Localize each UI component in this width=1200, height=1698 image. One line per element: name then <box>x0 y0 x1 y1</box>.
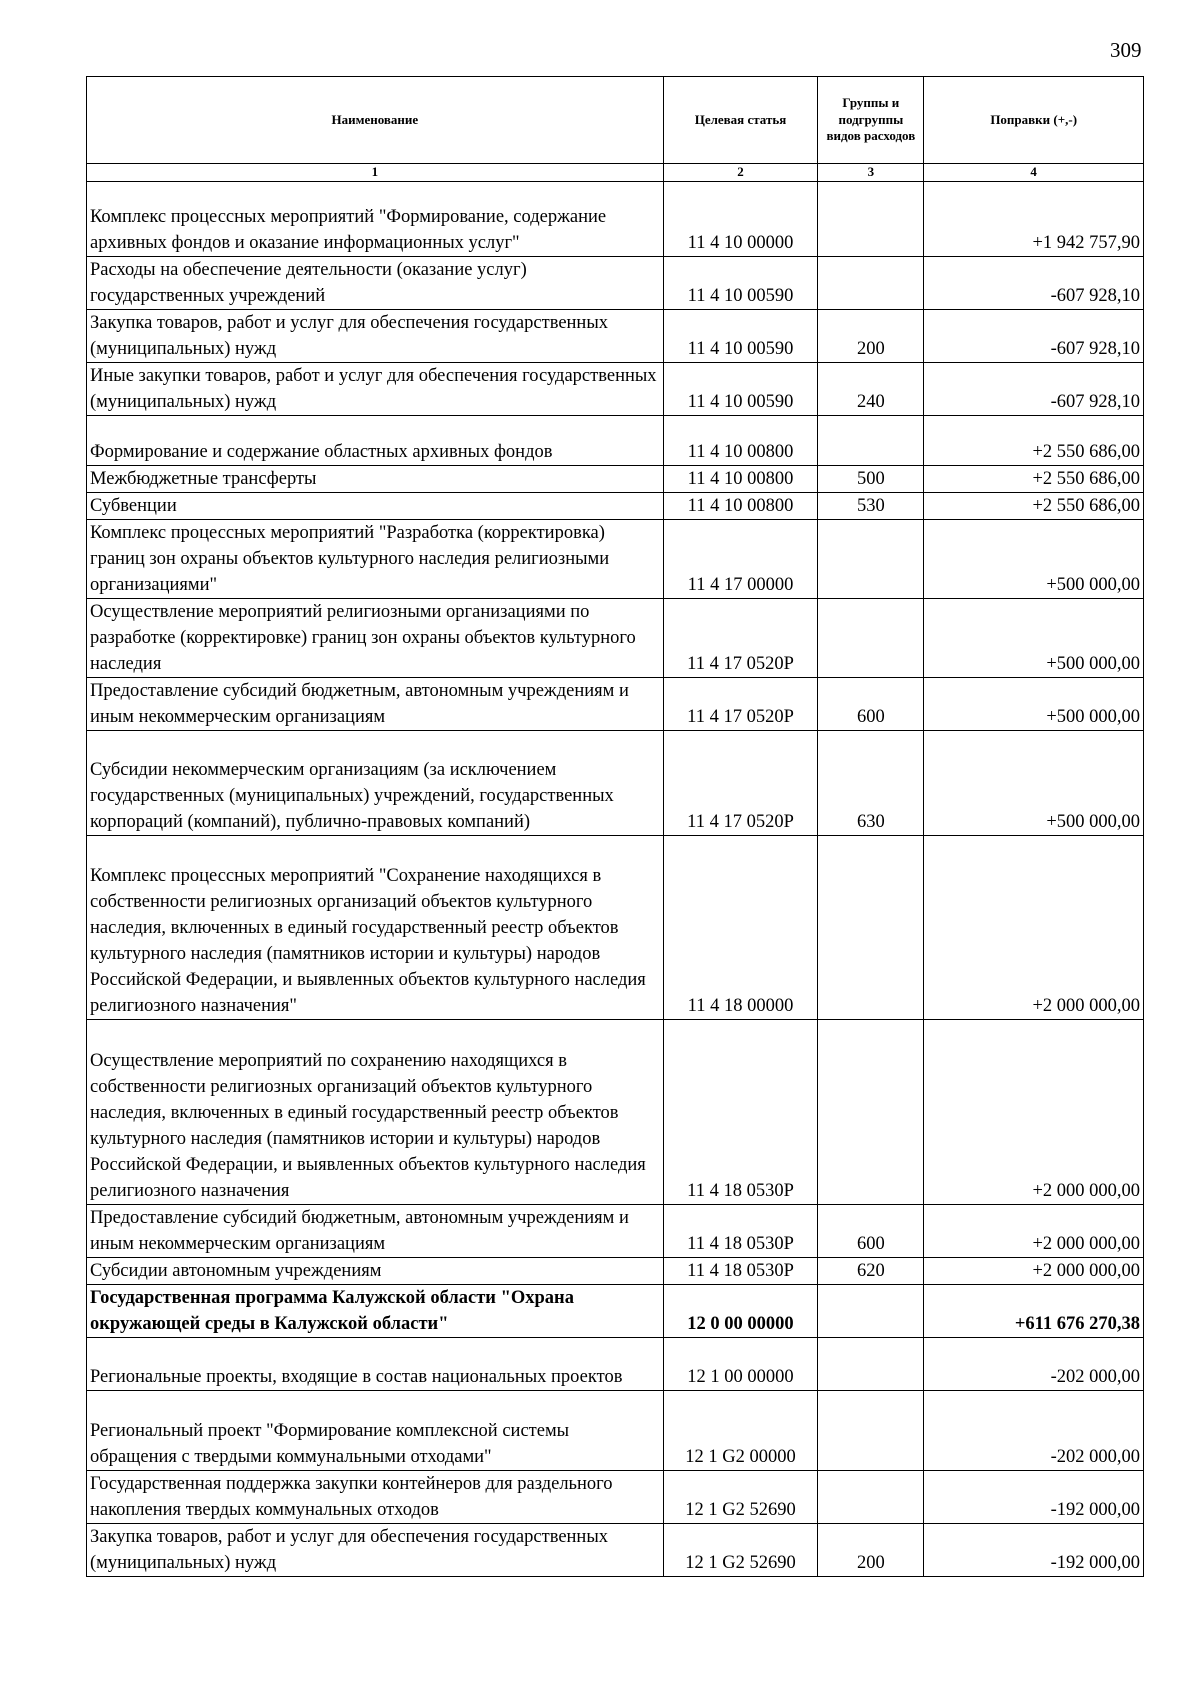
row-name: Межбюджетные трансферты <box>87 466 664 493</box>
table-row <box>87 836 1144 1020</box>
table-row <box>87 520 1144 599</box>
row-amount: +2 000 000,00 <box>924 1205 1144 1258</box>
column-number-1: 1 <box>87 164 664 182</box>
row-amount: -192 000,00 <box>924 1524 1144 1577</box>
row-group <box>818 599 924 678</box>
row-target-code: 11 4 10 00800 <box>663 416 818 466</box>
row-name: Комплекс процессных мероприятий "Формирование, содержание архивных фондов и оказание информационных услуг" <box>87 182 664 257</box>
table-row <box>87 1258 1144 1285</box>
table-row <box>87 1338 1144 1391</box>
row-name: Государственная программа Калужской области "Охрана окружающей среды в Калужской области" <box>87 1285 664 1338</box>
page-number: 309 <box>1110 38 1142 62</box>
table-row <box>87 416 1144 466</box>
row-group <box>818 182 924 257</box>
header-target: Целевая статья <box>663 77 818 164</box>
row-target-code: 12 1 00 00000 <box>663 1338 818 1391</box>
table-row <box>87 182 1144 257</box>
row-group <box>818 520 924 599</box>
row-group: 240 <box>818 363 924 416</box>
row-name: Государственная поддержка закупки контейнеров для раздельного накопления твердых коммунальных отходов <box>87 1471 664 1524</box>
row-amount: +2 000 000,00 <box>924 1020 1144 1205</box>
table-row <box>87 466 1144 493</box>
row-name: Предоставление субсидий бюджетным, автономным учреждениям и иным некоммерческим организациям <box>87 678 664 731</box>
row-name: Предоставление субсидий бюджетным, автономным учреждениям и иным некоммерческим организациям <box>87 1205 664 1258</box>
column-number-row <box>87 164 1144 182</box>
row-amount: +500 000,00 <box>924 731 1144 836</box>
row-target-code: 11 4 17 00000 <box>663 520 818 599</box>
table-row <box>87 599 1144 678</box>
table-row <box>87 1524 1144 1577</box>
row-group: 600 <box>818 1205 924 1258</box>
row-name: Субвенции <box>87 493 664 520</box>
row-target-code: 12 1 G2 52690 <box>663 1524 818 1577</box>
column-number-2: 2 <box>663 164 818 182</box>
row-group: 200 <box>818 1524 924 1577</box>
row-amount: -202 000,00 <box>924 1338 1144 1391</box>
table-row <box>87 1020 1144 1205</box>
table-row <box>87 493 1144 520</box>
row-target-code: 11 4 18 00000 <box>663 836 818 1020</box>
table-row <box>87 1391 1144 1471</box>
row-group <box>818 1391 924 1471</box>
row-amount: -202 000,00 <box>924 1391 1144 1471</box>
row-target-code: 12 0 00 00000 <box>663 1285 818 1338</box>
table-row <box>87 1471 1144 1524</box>
header-groups: Группы и подгруппы видов расходов <box>818 77 924 164</box>
row-group <box>818 1285 924 1338</box>
row-target-code: 12 1 G2 00000 <box>663 1391 818 1471</box>
row-group <box>818 1020 924 1205</box>
row-group <box>818 836 924 1020</box>
header-row <box>87 77 1144 164</box>
table-row <box>87 731 1144 836</box>
row-amount: +500 000,00 <box>924 678 1144 731</box>
row-amount: -607 928,10 <box>924 310 1144 363</box>
row-target-code: 11 4 18 0530P <box>663 1258 818 1285</box>
row-amount: +2 550 686,00 <box>924 466 1144 493</box>
row-name: Иные закупки товаров, работ и услуг для обеспечения государственных (муниципальных) нужд <box>87 363 664 416</box>
row-amount: +2 000 000,00 <box>924 836 1144 1020</box>
budget-table <box>86 76 1144 1577</box>
row-amount: +611 676 270,38 <box>924 1285 1144 1338</box>
table-row <box>87 363 1144 416</box>
row-group: 530 <box>818 493 924 520</box>
row-group: 600 <box>818 678 924 731</box>
table-row <box>87 1285 1144 1338</box>
row-group <box>818 1338 924 1391</box>
row-amount: -607 928,10 <box>924 257 1144 310</box>
row-name: Формирование и содержание областных архивных фондов <box>87 416 664 466</box>
row-target-code: 11 4 10 00800 <box>663 493 818 520</box>
row-name: Субсидии автономным учреждениям <box>87 1258 664 1285</box>
table-row <box>87 310 1144 363</box>
row-group: 200 <box>818 310 924 363</box>
row-group: 630 <box>818 731 924 836</box>
row-group <box>818 416 924 466</box>
table-row <box>87 1205 1144 1258</box>
row-name: Региональные проекты, входящие в состав национальных проектов <box>87 1338 664 1391</box>
row-target-code: 11 4 10 00590 <box>663 310 818 363</box>
row-target-code: 12 1 G2 52690 <box>663 1471 818 1524</box>
row-target-code: 11 4 10 00590 <box>663 363 818 416</box>
row-amount: +2 550 686,00 <box>924 416 1144 466</box>
row-amount: +500 000,00 <box>924 599 1144 678</box>
row-name: Региональный проект "Формирование комплексной системы обращения с твердыми коммунальными отходами" <box>87 1391 664 1471</box>
row-target-code: 11 4 18 0530P <box>663 1020 818 1205</box>
row-name: Закупка товаров, работ и услуг для обеспечения государственных (муниципальных) нужд <box>87 310 664 363</box>
row-target-code: 11 4 10 00590 <box>663 257 818 310</box>
column-number-4: 4 <box>924 164 1144 182</box>
header-amendments: Поправки (+,-) <box>924 77 1144 164</box>
row-amount: +2 550 686,00 <box>924 493 1144 520</box>
row-target-code: 11 4 10 00000 <box>663 182 818 257</box>
table-row <box>87 257 1144 310</box>
row-target-code: 11 4 17 0520P <box>663 599 818 678</box>
row-target-code: 11 4 17 0520P <box>663 731 818 836</box>
column-number-3: 3 <box>818 164 924 182</box>
row-name: Комплекс процессных мероприятий "Сохранение находящихся в собственности религиозных организаций объектов культурного наследия, включенных в единый государственный реестр объектов культурного наследия (памятников истории и культуры) народов Российской Федерации, и выявленных объектов культурного наследия религиозного назначения" <box>87 836 664 1020</box>
row-name: Комплекс процессных мероприятий "Разработка (корректировка) границ зон охраны объектов культурного наследия религиозными организациями" <box>87 520 664 599</box>
row-target-code: 11 4 10 00800 <box>663 466 818 493</box>
row-amount: -607 928,10 <box>924 363 1144 416</box>
row-target-code: 11 4 17 0520P <box>663 678 818 731</box>
row-name: Субсидии некоммерческим организациям (за исключением государственных (муниципальных) учреждений, государственных корпораций (компаний), публично-правовых компаний) <box>87 731 664 836</box>
row-name: Осуществление мероприятий по сохранению находящихся в собственности религиозных организаций объектов культурного наследия, включенных в единый государственный реестр объектов культурного наследия (памятников истории и культуры) народов Российской Федерации, и выявленных объектов культурного наследия религиозного назначения <box>87 1020 664 1205</box>
row-group <box>818 1471 924 1524</box>
row-target-code: 11 4 18 0530P <box>663 1205 818 1258</box>
row-group: 500 <box>818 466 924 493</box>
row-name: Осуществление мероприятий религиозными организациями по разработке (корректировке) границ зон охраны объектов культурного наследия <box>87 599 664 678</box>
row-amount: -192 000,00 <box>924 1471 1144 1524</box>
row-amount: +1 942 757,90 <box>924 182 1144 257</box>
row-group <box>818 257 924 310</box>
row-group: 620 <box>818 1258 924 1285</box>
row-amount: +2 000 000,00 <box>924 1258 1144 1285</box>
header-name: Наименование <box>87 77 664 164</box>
row-name: Закупка товаров, работ и услуг для обеспечения государственных (муниципальных) нужд <box>87 1524 664 1577</box>
row-name: Расходы на обеспечение деятельности (оказание услуг) государственных учреждений <box>87 257 664 310</box>
table-row <box>87 678 1144 731</box>
row-amount: +500 000,00 <box>924 520 1144 599</box>
